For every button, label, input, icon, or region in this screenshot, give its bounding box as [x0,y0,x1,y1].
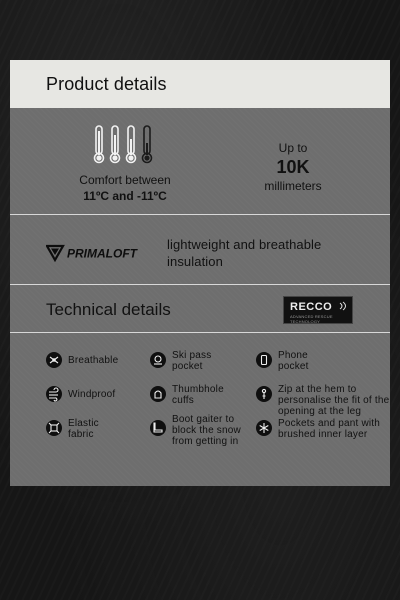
thermometer-icon [93,125,155,165]
signal-icon [338,301,348,311]
feature-label: Ski pass pocket [172,350,212,372]
feature-label: Phone pocket [278,350,309,372]
product-details-title: Product details [46,74,167,94]
product-details-card [10,60,390,486]
boot-gaiter-icon [150,420,166,436]
feature-label: Zip at the hem to personalise the fit of the opening at the leg [278,384,390,417]
waterproof-value: 10K [276,157,310,177]
snowflake-icon [256,420,272,436]
technical-details-title: Technical details [46,300,171,319]
phone-icon [256,352,272,368]
comfort-values: 11ºC and -11ºC [83,189,167,203]
feature-label: Breathable [68,355,119,366]
waterproof-prefix: Up to [278,141,308,155]
feature-label: Windproof [68,389,116,400]
comfort-label: Comfort between [79,173,171,187]
primaloft-logo [46,244,151,262]
thumbhole-icon [150,386,166,402]
feature-label: Elastic fabric [68,418,99,440]
recco-name: RECCO [290,301,333,313]
recco-subtitle: ADVANCED RESCUE TECHNOLOGY [290,314,333,324]
wind-icon [46,386,62,402]
divider [10,284,390,285]
feature-label: Thumbhole cuffs [172,384,224,406]
card-header [10,60,390,108]
elastic-icon [46,420,62,436]
svg-text:PRIMALOFT: PRIMALOFT [67,246,137,261]
divider [10,332,390,333]
waterproof-rating [238,140,348,194]
divider [10,214,390,215]
feature-label: Boot gaiter to block the snow from getting in [172,414,241,447]
feature-label: Pockets and pant with brushed inner layer [278,418,381,440]
primaloft-description: lightweight and breathable insulation [167,237,322,269]
ski-pass-icon [150,352,166,368]
comfort-range [60,172,190,204]
recco-badge [283,296,353,324]
breathable-icon [46,352,62,368]
zip-icon [256,386,272,402]
waterproof-unit: millimeters [264,179,322,193]
